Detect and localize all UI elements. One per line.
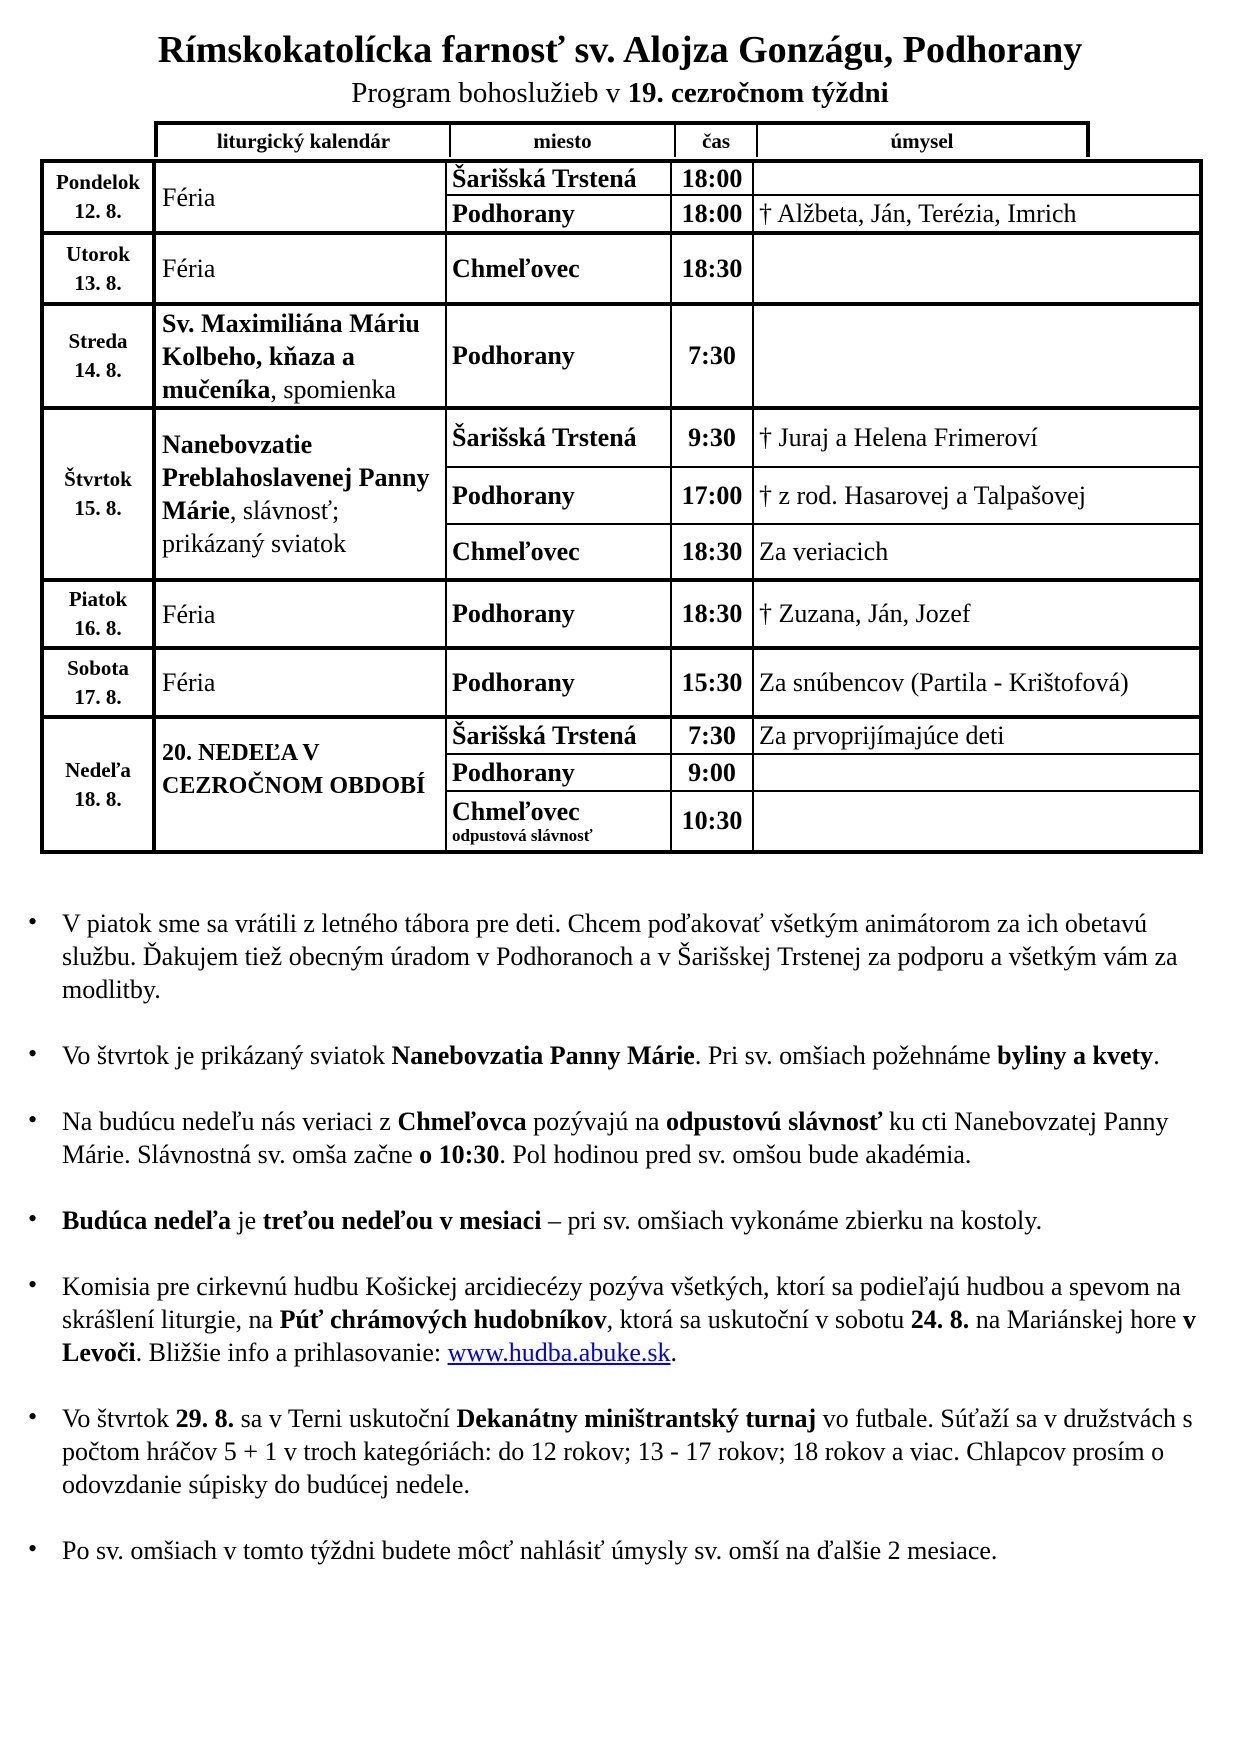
time-cell: 18:30: [672, 525, 754, 578]
announcements: [28, 907, 1208, 1600]
day-name: Štvrtok: [64, 467, 132, 491]
text-run: ku cti Nanebovzatej Panny Márie. Slávnostná sv. omša začne: [62, 1107, 1169, 1169]
liturgy-feast: 20. NEDEĽA V CEZROČNOM OBDOBÍ: [162, 740, 426, 799]
day-cell: [44, 306, 156, 406]
time-cell: 9:30: [672, 410, 754, 466]
liturgy-rank: , slávnosť; prikázaný sviatok: [162, 496, 347, 558]
day-row-wednesday: [44, 306, 1199, 410]
day-name: Pondelok: [55, 170, 141, 194]
subtitle-prefix: Program bohoslužieb v: [351, 77, 628, 109]
day-date: 13. 8.: [74, 270, 122, 295]
text-run-bold: treťou nedeľou v mesiaci: [262, 1206, 542, 1235]
place-cell: Podhorany: [447, 306, 672, 406]
text-run-bold: Nanebovzatia Panny Márie: [391, 1041, 695, 1070]
text-run-bold: Chmeľovca: [397, 1107, 527, 1136]
liturgy-text: Féria: [162, 254, 216, 283]
time-cell: 15:30: [672, 650, 754, 715]
liturgy-feast: Nanebovzatie Preblahoslavenej Panny Márie: [162, 430, 430, 525]
column-header-intention: úmysel: [890, 129, 954, 153]
text-run: .: [1153, 1041, 1160, 1070]
day-row-monday: [44, 163, 1199, 235]
text-run-bold: odpustovú slávnosť: [665, 1107, 883, 1136]
column-header-place: miesto: [451, 125, 676, 157]
time-cell: 18:00: [672, 163, 754, 194]
day-row-tuesday: [44, 235, 1199, 306]
liturgy-cell: [156, 582, 447, 646]
day-date: 16. 8.: [74, 616, 122, 640]
registration-link[interactable]: www.hudba.abuke.sk: [447, 1338, 671, 1367]
intention-cell: Za snúbencov (Partila - Krištofová): [759, 667, 1129, 697]
page-subtitle: [0, 76, 1240, 110]
place-cell: Šarišská Trstená: [447, 719, 672, 753]
announcement-item: [28, 1105, 1208, 1171]
liturgy-rank: , spomienka: [270, 374, 396, 404]
text-run-bold: v Levoči: [62, 1305, 1196, 1367]
text-run-bold: Púť chrámových hudobníkov: [279, 1305, 607, 1334]
page-title: Rímskokatolícka farnosť sv. Alojza Gonzágu, Podhorany: [157, 29, 1083, 71]
liturgy-text: Féria: [162, 182, 216, 212]
place-cell: Chmeľovec: [447, 525, 672, 578]
text-run: je: [230, 1206, 263, 1235]
announcement-text: [62, 1041, 1160, 1070]
announcement-item: [28, 1402, 1208, 1501]
intention-cell: [754, 163, 1199, 194]
day-name: Streda: [68, 329, 128, 353]
day-name: Piatok: [68, 587, 128, 611]
day-row-friday: [44, 582, 1199, 650]
place-cell: Podhorany: [447, 196, 672, 231]
day-cell: [44, 410, 156, 578]
bullet-icon: •: [28, 907, 38, 936]
bullet-icon: •: [28, 1534, 38, 1563]
table-header: [154, 121, 1090, 157]
day-date: 15. 8.: [74, 496, 122, 520]
day-name: Utorok: [66, 241, 130, 266]
day-date: 18. 8.: [74, 786, 122, 811]
text-run: . Bližšie info a prihlasovanie:: [135, 1338, 448, 1367]
day-cell: [44, 719, 156, 850]
day-cell: [44, 650, 156, 715]
intention-cell: [754, 755, 1199, 790]
liturgy-cell: [156, 650, 447, 715]
text-run: na Mariánskej hore: [969, 1305, 1183, 1334]
liturgy-text: [162, 307, 439, 406]
liturgy-cell: [156, 235, 447, 302]
day-row-saturday: [44, 650, 1199, 719]
liturgy-text: Féria: [162, 668, 216, 697]
time-cell: 7:30: [672, 719, 754, 753]
announcement-item: [28, 907, 1208, 1006]
time-cell: 10:30: [672, 792, 754, 850]
bullet-icon: •: [28, 1105, 38, 1134]
announcement-text: [62, 1272, 1196, 1367]
time-cell: 18:30: [672, 582, 754, 646]
text-run-bold: 29. 8.: [175, 1404, 235, 1433]
table-row: [447, 235, 1199, 302]
day-name: Sobota: [67, 655, 129, 680]
announcement-text: V piatok sme sa vrátili z letného tábora pre deti. Chcem poďakovať všetkým animátorom za ich obetavú službu. Ďakujem tiež obecným úradom v Podhoranoch a v Šarišskej Trstenej za podporu a všetkým vám za modlitby.: [62, 909, 1178, 1004]
place-name: Chmeľovec: [452, 797, 580, 826]
text-run-bold: Budúca nedeľa: [62, 1206, 231, 1235]
text-run: – pri sv. omšiach vykonáme zbierku na kostoly.: [541, 1206, 1043, 1235]
place-cell: Podhorany: [447, 468, 672, 523]
intention-cell: † Alžbeta, Ján, Terézia, Imrich: [759, 198, 1077, 228]
announcement-item: [28, 1204, 1208, 1237]
intention-cell: † Juraj a Helena Frimeroví: [759, 423, 1038, 452]
day-date: 12. 8.: [74, 199, 122, 223]
text-run: Vo štvrtok: [62, 1404, 176, 1433]
bullet-icon: •: [28, 1039, 38, 1068]
time-cell: 18:00: [672, 196, 754, 231]
text-run: Vo štvrtok je prikázaný sviatok: [62, 1041, 392, 1070]
day-row-sunday: [44, 719, 1199, 850]
table-row: [447, 755, 1199, 792]
text-run-bold: o 10:30: [419, 1140, 500, 1169]
day-row-thursday: [44, 410, 1199, 582]
table-row: [447, 468, 1199, 525]
intention-cell: Za veriacich: [759, 536, 889, 566]
intention-cell: Za prvoprijímajúce deti: [759, 721, 1005, 750]
place-cell: Podhorany: [447, 582, 672, 646]
place-note: odpustová slávnosť: [452, 826, 593, 845]
announcement-item: [28, 1270, 1208, 1369]
text-run: , ktorá sa uskutoční v sobotu: [606, 1305, 911, 1334]
intention-cell: † Zuzana, Ján, Jozef: [759, 599, 971, 628]
column-header-time: čas: [676, 125, 758, 157]
intention-cell: [754, 235, 1199, 302]
subtitle-week: 19. cezročnom týždni: [627, 77, 889, 109]
liturgy-text: Féria: [162, 599, 216, 629]
day-cell: [44, 582, 156, 646]
table-row: [447, 525, 1199, 578]
table-row: [447, 719, 1199, 755]
time-cell: 17:00: [672, 468, 754, 523]
announcement-item: [28, 1039, 1208, 1072]
intention-cell: [754, 306, 1199, 406]
text-run: Na budúcu nedeľu nás veriaci z: [62, 1107, 398, 1136]
text-run-bold: byliny a kvety: [997, 1041, 1154, 1070]
day-cell: [44, 235, 156, 302]
announcement-text: [62, 1107, 1168, 1169]
liturgy-cell: [156, 306, 447, 406]
day-cell: [44, 163, 156, 231]
column-header-liturgy: liturgický kalendár: [158, 125, 451, 157]
schedule-table: [40, 159, 1203, 854]
place-cell: Chmeľovec: [447, 235, 672, 302]
day-date: 17. 8.: [74, 684, 122, 709]
time-cell: 7:30: [672, 306, 754, 406]
text-run: . Pol hodinou pred sv. omšou bude akadémia.: [499, 1140, 972, 1169]
place-cell: Šarišská Trstená: [447, 163, 672, 194]
time-cell: 18:30: [672, 235, 754, 302]
text-run: .: [670, 1338, 677, 1367]
intention-cell: [754, 792, 1199, 850]
liturgy-feast: Sv. Maximiliána Máriu Kolbeho, kňaza a mučeníka: [162, 308, 420, 404]
liturgy-text: [162, 428, 439, 560]
bullet-icon: •: [28, 1270, 38, 1299]
table-row: [447, 306, 1199, 406]
table-row: [447, 650, 1199, 715]
day-date: 14. 8.: [74, 358, 122, 382]
text-run: . Pri sv. omšiach požehnáme: [694, 1041, 998, 1070]
table-row: [447, 410, 1199, 468]
liturgy-cell: [156, 163, 447, 231]
text-run: Komisia pre cirkevnú hudbu Košickej arcidiecézy pozýva všetkých, ktorí sa podieľajú hudbou a spevom na skrášlení liturgie, na: [62, 1272, 1181, 1334]
liturgy-cell: [156, 410, 447, 578]
table-row: [447, 792, 1199, 850]
intention-cell: † z rod. Hasarovej a Talpašovej: [759, 480, 1086, 510]
time-cell: 9:00: [672, 755, 754, 790]
place-cell: [447, 792, 672, 850]
text-run: sa v Terni uskutoční: [234, 1404, 457, 1433]
text-run: vo futbale. Súťaží sa v družstvách s počtom hráčov 5 + 1 v troch kategóriách: do 12 rokov; 13 - 17 rokov; 18 rokov a viac. Chlapcov prosím o odovzdanie súpisky do budúcej nedele.: [62, 1404, 1193, 1499]
text-run-bold: 24. 8.: [910, 1305, 970, 1334]
table-row: [447, 196, 1199, 231]
table-row: [447, 582, 1199, 646]
text-run-bold: Dekanátny miništrantský turnaj: [456, 1404, 817, 1433]
day-name: Nedeľa: [65, 757, 131, 782]
liturgy-cell: [156, 719, 447, 850]
place-cell: Podhorany: [447, 650, 672, 715]
bullet-icon: •: [28, 1204, 38, 1233]
table-row: [447, 163, 1199, 196]
announcement-text: Po sv. omšiach v tomto týždni budete môcť nahlásiť úmysly sv. omší na ďalšie 2 mesiace.: [62, 1536, 998, 1565]
liturgy-text: [162, 737, 439, 803]
text-run: pozývajú na: [526, 1107, 666, 1136]
bullet-icon: •: [28, 1402, 38, 1431]
place-cell: Podhorany: [447, 755, 672, 790]
announcement-text: [62, 1404, 1193, 1499]
announcement-item: [28, 1534, 1208, 1567]
announcement-text: [62, 1206, 1042, 1235]
place-cell: Šarišská Trstená: [447, 410, 672, 466]
